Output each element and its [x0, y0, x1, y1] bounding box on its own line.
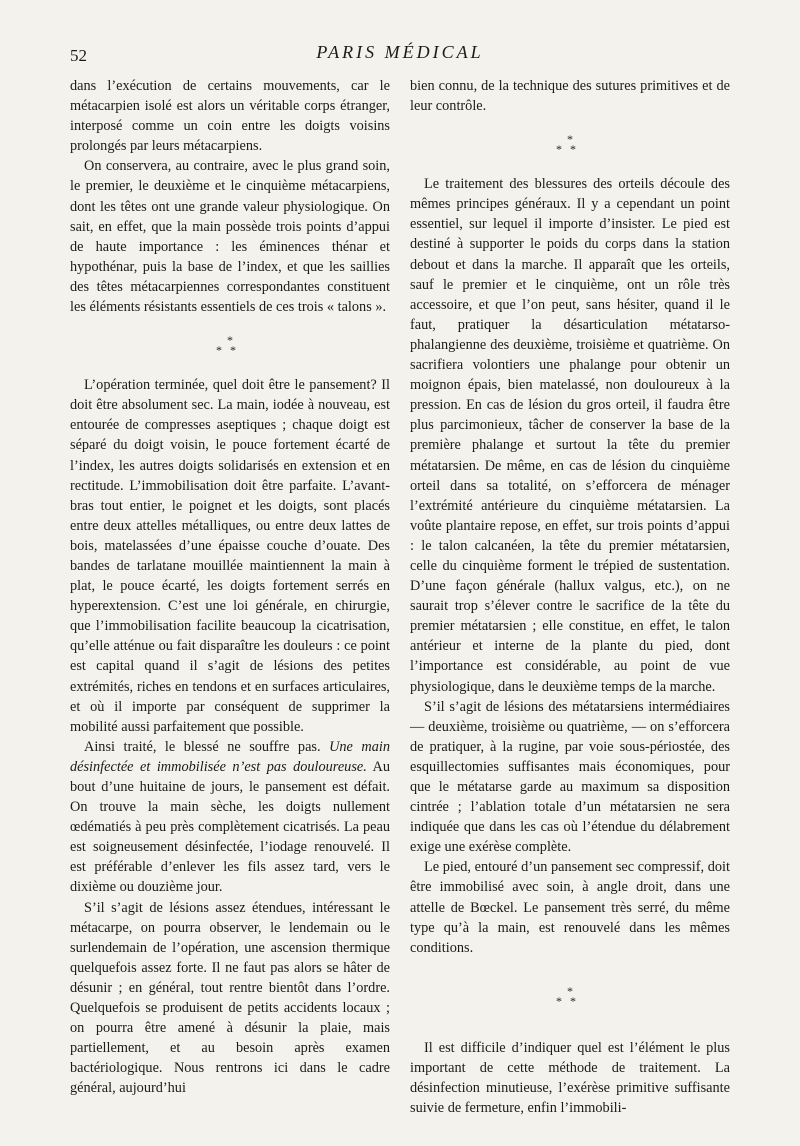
paragraph: L’opération terminée, quel doit être le pansement? Il doit être absolument sec. La main, iodée à nouveau, est entourée de compresses aseptiques ; chaque doigt est séparé du doigt voisin, le pouce fortement écarté de l’index, les autres doigts solidarisés en extension et en rectitude. L’immobilisation doit être parfaite. L’avant-bras tout entier, le poignet et les doigts, sont placés entre deux attelles métalliques, ou entre deux lattes de bois, matelassées d’une épaisse couche d’ouate. Des bandes de tarlatane mouillée maintiennent la main à plat, le pouce écarté, les doigts fortement serrés en hyperextension. C’est une loi générale, en chirurgie, que l’immobilisation facilite beaucoup la cicatrisation, qu’elle atténue ou fait disparaître les douleurs : ce point est capital quand il s’agit de lésions des petites extrémités, riches en tendons et en surfaces articulaires, et où il importe par conséquent de supprimer la mobilité aussi parfaitement que possible. — [70, 377, 390, 735]
section-separator: * ** — [556, 132, 584, 157]
paragraph: S’il s’agit de lésions assez étendues, intéressant le métacarpe, on pourra observer, le lendemain ou le surlendemain de l’opération, une ascension thermique quelquefois assez forte. Il ne faut pas alors se hâter de désunir ; en général, tout rentre bientôt dans l’ordre. Quelquefois se produisent de petits accidents locaux ; on pourra être amené à désunir la plaie, mais partiellement, et au besoin après examen bactériologique. Nous rentrons ici dans le cadre général, aujourd’hui — [70, 899, 390, 1097]
paragraph: Le pied, entouré d’un pansement sec compressif, doit être immobilisé avec soin, à angle droit, dans une attelle de Bœckel. Le pansement très serré, du même type qu’à la main, est renouvelé dans les mêmes conditions. — [410, 859, 730, 956]
running-title: PARIS MÉDICAL — [316, 42, 484, 62]
paragraph: dans l’exécution de certains mouvements, car le métacarpien isolé est alors un véritable corps étranger, interposé comme un coin entre les doigts voisins prolongés par leurs métacarpiens. — [70, 78, 390, 155]
section-separator: * ** — [216, 333, 244, 358]
paragraph: Il est difficile d’indiquer quel est l’élément le plus important de cette méthode de traitement. La désinfection minutieuse, l’exérèse primitive suffisante suivie de fermeture, enfin l’immobili- — [410, 1039, 730, 1117]
paragraph: Le traitement des blessures des orteils découle des mêmes principes généraux. Il y a cependant un point essentiel, sur lequel il importe d’insister. Le pied est destiné à supporter le poids du corps dans la station debout et dans la marche. Il apparaît que les orteils, sauf le premier et le cinquième, ont un rôle très accessoire, et que l’on peut, sans hésiter, quand il le faut, pratiquer la désarticulation métatarso-phalangienne des deuxième, troisième et quatrième. On sacrifiera volontiers une phalange pour obtenir un moignon épais, bien matelassé, non douloureux à la pression. En cas de lésion du gros orteil, il faudra être plus parcimonieux, tâcher de conserver la base de la première phalange et surtout la tête du premier métatarsien. De même, en cas de lésion du cinquième orteil dans sa totalité, on s’efforcera de ménager l’extrémité antérieure du cinquième métatarsien. La voûte plantaire repose, en effet, sur trois points d’appui : le talon calcanéen, la tête du premier métatarsien, celle du cinquième forment le trépied de sustentation. D’une façon générale (hallux valgus, etc.), on ne saurait trop s’élever contre le sacrifice de la tête du premier métatarsien ; elle constitue, en effet, le talon antérieur et interne de la plante du pied, dont l’importance est considérable, au point de vue physiologique, dans le deuxième temps de la marche. — [410, 176, 730, 695]
paragraph: On conservera, au contraire, avec le plus grand soin, le premier, le deuxième et le cinquième métacarpiens, dont les têtes ont une grande valeur physiologique. On sait, en effet, que la main possède trois points d’appui de haute importance : les éminences thénar et hypothénar, puis la base de l’index, et que les saillies des têtes métacarpiennes correspondantes constituent les éléments résistants essentiels de ces trois « talons ». — [70, 158, 390, 316]
page-number: 52 — [70, 46, 87, 65]
right-column — [410, 76, 730, 1118]
paragraph: bien connu, de la technique des sutures primitives et de leur contrôle. — [410, 78, 730, 115]
paragraph: Ainsi traité, le blessé ne souffre pas. Une main désinfectée et immobilisée n’est pas douloureuse. Au bout d’une huitaine de jours, le pansement est défait. On trouve la main sèche, les doigts nullement œdématiés à peu près complètement cicatrisés. La peau est soigneusement désinfectée, l’iodage renouvelé. Il est préférable d’enlever les fils assez tard, vers le dixième ou douzième jour. — [70, 738, 390, 896]
paragraph: S’il s’agit de lésions des métatarsiens intermédiaires — deuxième, troisième ou quatrième, — on s’efforcera de pratiquer, à la rugine, par voie sous-périostée, des esquillectomies suffisantes mais économiques, pour que le métatarse garde au maximum sa disposition cintrée ; l’ablation totale d’un métatarsien ne sera indiquée que dans les cas où l’étendue du délabrement exige une exérèse complète. — [410, 698, 730, 856]
emphasis-text: Une main désinfectée et immobilisée n’est pas douloureuse. — [70, 738, 390, 775]
left-column — [70, 76, 390, 1099]
section-separator: * ** — [556, 983, 584, 1008]
